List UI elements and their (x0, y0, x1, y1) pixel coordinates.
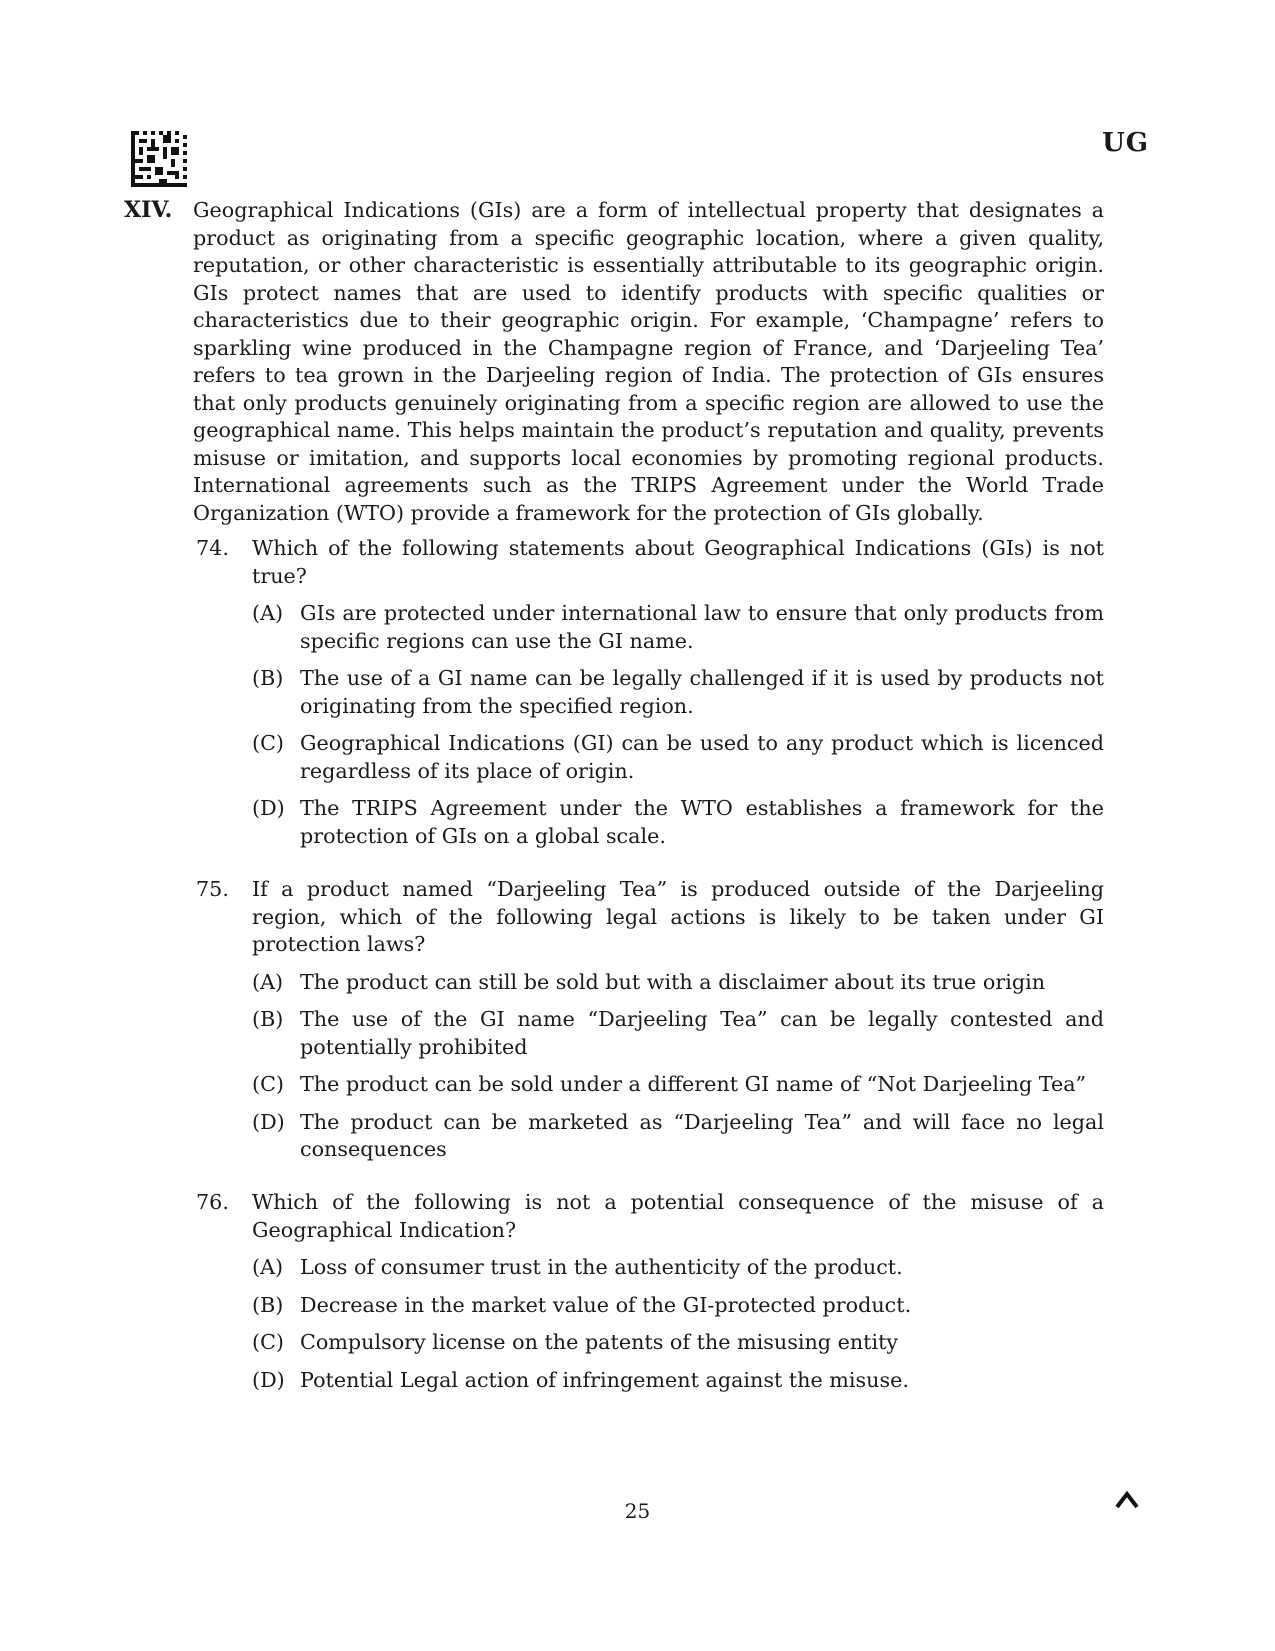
option-text: The product can still be sold but with a disclaimer about its true origin (300, 969, 1046, 994)
option-text: Compulsory license on the patents of the misusing entity (300, 1330, 899, 1354)
option-d (252, 795, 1104, 850)
option-letter: (C) (252, 1072, 284, 1096)
question-number: 75. (196, 877, 229, 901)
datamatrix-code-icon (131, 131, 187, 187)
passage-number: XIV. (124, 197, 173, 223)
option-b (252, 665, 1104, 720)
option-c (252, 1071, 1104, 1099)
option-letter: (C) (252, 731, 284, 755)
question-number: 76. (196, 1190, 229, 1214)
question-text: Which of the following statements about Geographical Indications (GIs) is not true? (252, 536, 1104, 588)
option-d (252, 1109, 1104, 1164)
option-b (252, 1292, 1104, 1320)
option-text: Geographical Indications (GI) can be used to any product which is licenced regardless of its place of origin. (300, 731, 1104, 783)
option-text: The use of the GI name “Darjeeling Tea” can be legally contested and potentially prohibited (300, 1007, 1104, 1059)
passage (124, 197, 1104, 527)
option-text: The product can be sold under a different GI name of “Not Darjeeling Tea” (300, 1072, 1087, 1096)
question-text: If a product named “Darjeeling Tea” is produced outside of the Darjeeling region, which of the following legal actions is likely to be taken under GI protection laws? (252, 877, 1104, 956)
option-text: The product can be marketed as “Darjeeling Tea” and will face no legal consequences (300, 1109, 1104, 1161)
option-letter: (D) (252, 1109, 285, 1134)
option-text: GIs are protected under international law to ensure that only products from specific regions can use the GI name. (300, 601, 1104, 653)
option-text: The use of a GI name can be legally challenged if it is used by products not originating from the specified region. (300, 666, 1104, 718)
option-text: The TRIPS Agreement under the WTO establishes a framework for the protection of GIs on a global scale. (300, 796, 1104, 848)
question-75 (196, 876, 1104, 1164)
option-a (252, 969, 1104, 997)
passage-text: Geographical Indications (GIs) are a form of intellectual property that designates a product as originating from a specific geographic location, where a given quality, reputation, or other characteristic is essentially attributable to its geographic origin. GIs protect names that are used to identify products with specific qualities or characteristics due to their geographic origin. For example, ‘Champagne’ refers to sparkling wine produced in the Champagne region of France, and ‘Darjeeling Tea’ refers to tea grown in the Darjeeling region of India. The protection of GIs ensures that only products genuinely originating from a specific region are allowed to use the geographical name. This helps maintain the product’s reputation and quality, prevents misuse or imitation, and supports local economies by promoting regional products. International agreements such as the TRIPS Agreement under the World Trade Organization (WTO) provide a framework for the protection of GIs globally. (193, 198, 1104, 525)
option-letter: (C) (252, 1330, 284, 1354)
option-letter: (B) (252, 666, 284, 690)
question-number: 74. (196, 536, 229, 560)
option-text: Decrease in the market value of the GI-protected product. (300, 1292, 912, 1317)
question-76 (196, 1189, 1104, 1394)
option-c (252, 1329, 1104, 1357)
paper-code: UG (1102, 128, 1149, 158)
option-a (252, 1254, 1104, 1282)
question-text: Which of the following is not a potential consequence of the misuse of a Geographical Indication? (252, 1190, 1104, 1242)
option-a (252, 600, 1104, 655)
option-d (252, 1367, 1104, 1395)
option-letter: (B) (252, 1292, 284, 1317)
option-text: Loss of consumer trust in the authenticity of the product. (300, 1255, 903, 1279)
question-74 (196, 535, 1104, 850)
option-text: Potential Legal action of infringement against the misuse. (300, 1367, 909, 1392)
option-letter: (D) (252, 1367, 285, 1392)
option-letter: (D) (252, 796, 285, 820)
option-letter: (A) (252, 969, 284, 994)
caret-up-icon (1115, 1490, 1139, 1510)
option-letter: (A) (252, 1255, 284, 1279)
option-letter: (A) (252, 601, 284, 625)
page-number: 25 (624, 1499, 651, 1523)
option-c (252, 730, 1104, 785)
option-b (252, 1006, 1104, 1061)
option-letter: (B) (252, 1007, 284, 1031)
